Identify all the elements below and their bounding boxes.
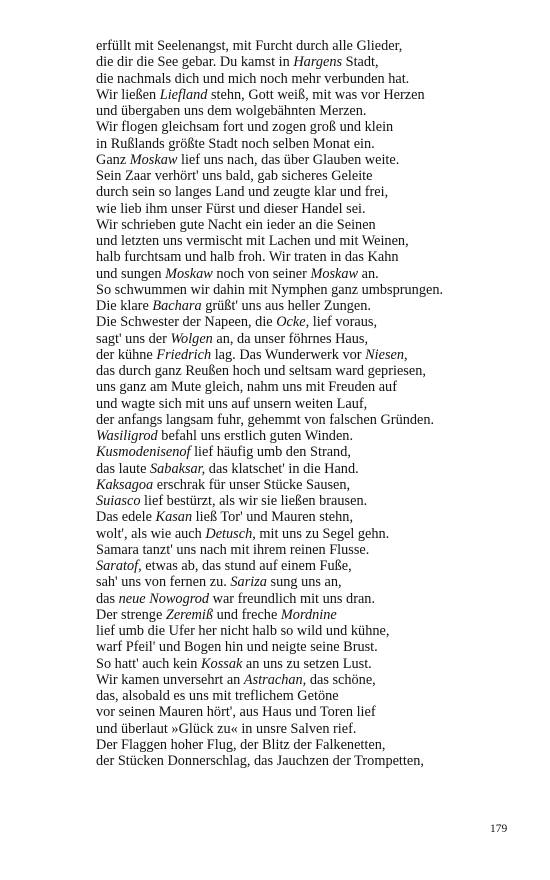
text-segment: wie lieb ihm unser Fürst und dieser Handel sei. (96, 200, 366, 217)
poem-line (96, 298, 516, 314)
poem-line (96, 558, 516, 574)
text-segment: Samara tanzt' uns nach mit ihrem reinen Flusse. (96, 541, 370, 558)
text-segment: So hatt' auch kein (96, 655, 202, 672)
poem-line (96, 428, 516, 444)
poem-line (96, 574, 516, 590)
italic-segment: Astrachan, (243, 671, 307, 688)
text-segment: lief bestürzt, als wir sie ließen brausen. (140, 493, 368, 509)
poem-line (96, 184, 516, 200)
poem-line (96, 347, 516, 363)
text-segment: und freche (213, 606, 281, 623)
text-segment: Wir flogen gleichsam fort und zogen groß und klein (96, 119, 394, 136)
italic-segment: Ocke, (276, 314, 310, 331)
italic-segment: Zeremiß (165, 606, 213, 623)
text-segment: der kühne (96, 346, 157, 363)
poem-line (96, 526, 516, 542)
italic-segment: Suiasco (96, 493, 141, 509)
text-segment: So schwummen wir dahin mit Nymphen ganz umbsprungen. (96, 281, 444, 298)
poem-line (96, 152, 516, 168)
poem-line (96, 103, 516, 119)
text-segment: grüßt' uns aus heller Zungen. (201, 298, 371, 314)
poem-line (96, 704, 516, 720)
poem-line (96, 672, 516, 688)
poem-line (96, 721, 516, 737)
italic-segment: Kasan (155, 509, 193, 526)
italic-segment: Moskaw (129, 151, 178, 168)
text-segment: Der Flaggen hoher Flug, der Blitz der Falkenetten, (96, 736, 386, 753)
italic-segment: Niesen, (365, 346, 408, 363)
text-segment: das (96, 590, 119, 607)
italic-segment: Liefland (159, 86, 208, 103)
text-segment: durch sein so langes Land und zeugte klar und frei, (96, 184, 389, 201)
italic-segment: Kusmodenisenof (96, 444, 191, 461)
text-segment: lief umb die Ufer her nicht halb so wild und kühne, (96, 623, 390, 639)
text-segment: Die Schwester der Napeen, die (96, 314, 277, 331)
text-segment: Ganz (96, 151, 130, 168)
poem-line (96, 461, 516, 477)
text-segment: und übergaben uns dem wolgebähnten Merzen. (96, 103, 367, 119)
poem-line (96, 233, 516, 249)
text-segment: vor seinen Mauren hört', aus Haus und Toren lief (96, 704, 376, 721)
text-segment: Die klare (96, 298, 153, 314)
italic-segment: Mordnine (280, 606, 337, 623)
poem-line (96, 509, 516, 525)
text-segment: das, alsobald es uns mit treflichem Getöne (96, 688, 339, 704)
poem-line (96, 591, 516, 607)
text-segment: halb furchtsam und halb froh. Wir traten in das Kahn (96, 249, 399, 266)
poem-line (96, 477, 516, 493)
text-segment: das schöne, (306, 671, 376, 688)
poem-line (96, 639, 516, 655)
text-segment: war freundlich mit uns dran. (209, 590, 376, 607)
text-segment: mit uns zu Segel gehn. (255, 525, 390, 542)
poem-line (96, 656, 516, 672)
poem-line (96, 396, 516, 412)
text-segment: sung uns an, (266, 574, 342, 591)
text-segment: uns ganz am Mute gleich, nahm uns mit Freuden auf (96, 379, 397, 396)
text-segment: das durch ganz Reußen hoch und seltsam ward gepriesen, (96, 363, 426, 379)
text-segment: der Stücken Donnerschlag, das Jauchzen der Trompetten, (96, 753, 424, 769)
poem-line (96, 201, 516, 217)
poem-line (96, 607, 516, 623)
text-segment: erfüllt mit Seelenangst, mit Furcht durch alle Glieder, (96, 38, 403, 54)
text-segment: Wir kamen unversehrt an (96, 671, 244, 688)
poem-line (96, 136, 516, 152)
poem-line (96, 688, 516, 704)
poem-line (96, 54, 516, 70)
text-segment: lag. Das Wunderwerk vor (211, 346, 366, 363)
text-segment: etwas ab, das stund auf einem Fuße, (141, 558, 352, 574)
text-segment: ließ Tor' und Mauren stehn, (192, 509, 354, 526)
poem-line (96, 38, 516, 54)
poem-text (96, 38, 516, 769)
italic-segment: Sabaksar, (150, 460, 206, 477)
italic-segment: Kaksagoa (96, 476, 154, 493)
poem-line (96, 217, 516, 233)
italic-segment: Sariza (230, 574, 267, 591)
text-segment: die nachmals dich und mich noch mehr verbunden hat. (96, 70, 410, 87)
text-segment: sah' uns von fernen zu. (96, 574, 231, 591)
poem-line (96, 363, 516, 379)
text-segment: der anfangs langsam fuhr, gehemmt von falschen Gründen. (96, 411, 435, 428)
text-segment: sagt' uns der (96, 330, 171, 347)
text-segment: in Rußlands größte Stadt noch selben Monat ein. (96, 135, 375, 152)
text-segment: erschrak für unser Stücke Sausen, (153, 476, 351, 493)
italic-segment: Kossak (201, 655, 243, 672)
poem-line (96, 623, 516, 639)
text-segment: an. (358, 265, 379, 282)
italic-segment: Wasiligrod (96, 428, 158, 444)
text-segment: Das edele (96, 509, 156, 526)
text-segment: die dir die See gebar. Du kamst in (96, 54, 294, 71)
poem-line (96, 314, 516, 330)
page-number: 179 (490, 823, 508, 835)
italic-segment: Hargens (293, 54, 343, 71)
poem-line (96, 542, 516, 558)
italic-segment: Detusch, (205, 525, 256, 542)
text-segment: noch von seiner (212, 265, 311, 282)
text-segment: das laute (96, 460, 150, 477)
italic-segment: Saratof, (96, 558, 142, 574)
text-segment: befahl uns erstlich guten Winden. (157, 428, 354, 444)
text-segment: das klatschet' in die Hand. (205, 460, 359, 477)
poem-line (96, 753, 516, 769)
text-segment: lief voraus, (309, 314, 378, 331)
text-segment: und wagte sich mit uns auf unsern weiten Lauf, (96, 395, 368, 412)
poem-line (96, 87, 516, 103)
text-segment: und letzten uns vermischt mit Lachen und mit Weinen, (96, 233, 409, 249)
italic-segment: Moskaw (310, 265, 359, 282)
text-segment: Wir schrieben gute Nacht ein ieder an die Seinen (96, 216, 376, 233)
text-segment: an uns zu setzen Lust. (242, 655, 372, 672)
text-segment: an, da unser föhrnes Haus, (212, 330, 369, 347)
poem-line (96, 119, 516, 135)
poem-line (96, 379, 516, 395)
text-segment: und sungen (96, 265, 166, 282)
text-segment: und überlaut »Glück zu« in unsre Salven rief. (96, 720, 357, 737)
text-segment: Sein Zaar verhört' uns bald, gab sicheres Geleite (96, 168, 373, 184)
poem-line (96, 331, 516, 347)
text-segment: warf Pfeil' und Bogen hin und neigte seine Brust. (96, 639, 378, 656)
italic-segment: Friedrich (156, 346, 212, 363)
text-segment: Wir ließen (96, 86, 160, 103)
poem-line (96, 282, 516, 298)
poem-line (96, 412, 516, 428)
text-segment: Der strenge (96, 606, 166, 623)
poem-line (96, 168, 516, 184)
italic-segment: Moskaw (165, 265, 213, 282)
italic-segment: Wolgen (170, 330, 213, 347)
text-segment: lief uns nach, das über Glauben weite. (177, 151, 400, 168)
italic-segment: Bachara (152, 298, 202, 314)
text-segment: stehn, Gott weiß, mit was vor Herzen (207, 86, 425, 103)
text-segment: wolt', als wie auch (96, 525, 206, 542)
poem-line (96, 71, 516, 87)
text-segment: Stadt, (342, 54, 379, 71)
poem-line (96, 444, 516, 460)
italic-segment: neue Nowogrod (118, 590, 210, 607)
text-segment: lief häufig umb den Strand, (190, 444, 351, 461)
poem-line (96, 737, 516, 753)
poem-line (96, 266, 516, 282)
poem-line (96, 249, 516, 265)
poem-line (96, 493, 516, 509)
